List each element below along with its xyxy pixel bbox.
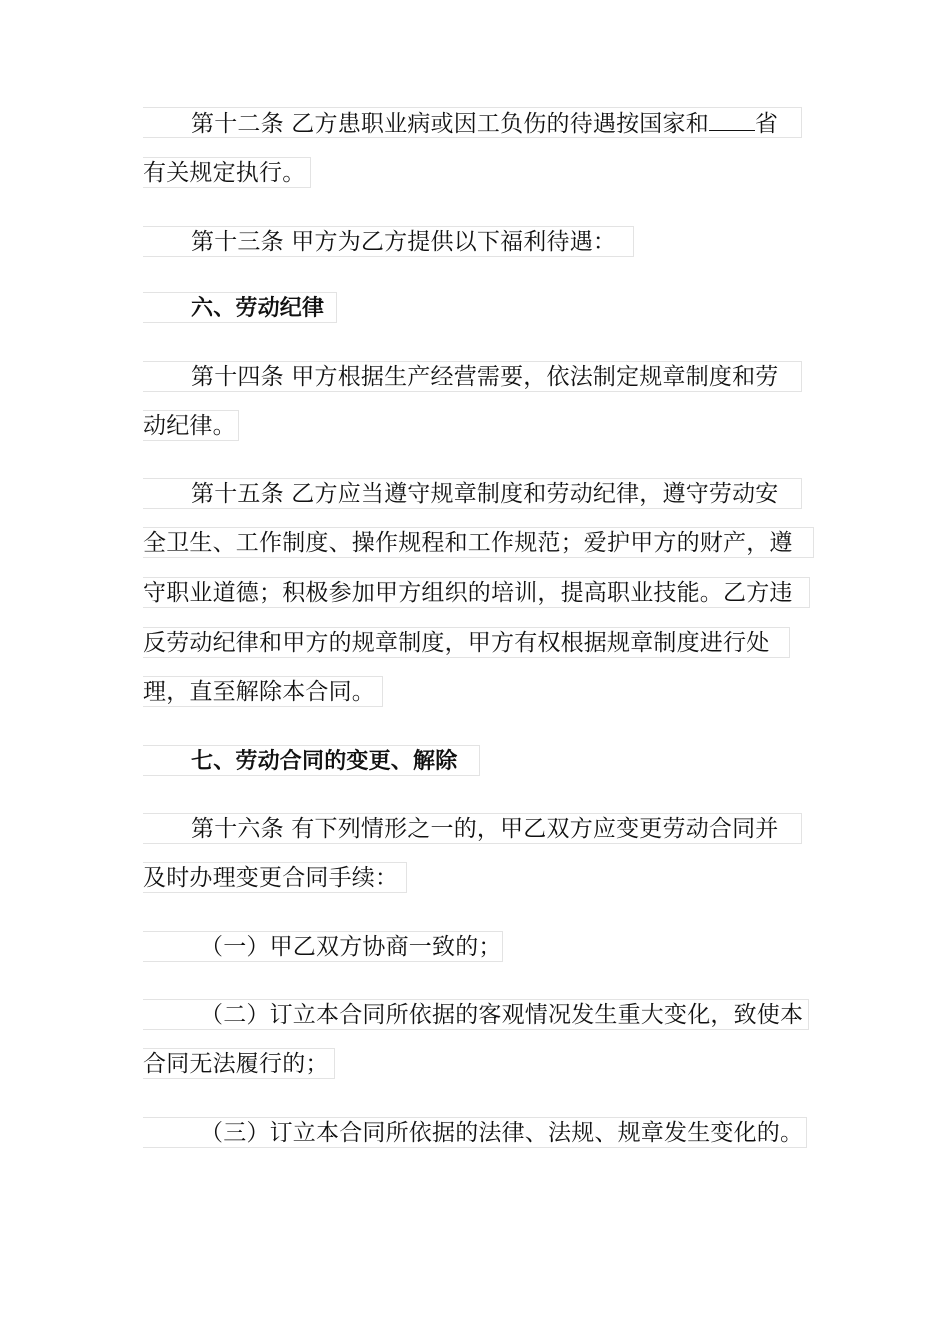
article-16-item-2-line-1: （二）订立本合同所依据的客观情况发生重大变化，致使本 (143, 999, 809, 1030)
article-15-line-1: 第十五条 乙方应当遵守规章制度和劳动纪律，遵守劳动安 (143, 478, 802, 509)
section-6-heading: 六、劳动纪律 (143, 292, 337, 323)
article-14-line-2: 动纪律。 (143, 410, 239, 441)
article-12-line-1 (143, 107, 802, 138)
article-12-line-2: 有关规定执行。 (143, 157, 311, 188)
article-16-item-2-line-2: 合同无法履行的； (143, 1048, 335, 1079)
article-12-text-end: 省 (754, 111, 779, 137)
article-15-line-2: 全卫生、工作制度、操作规程和工作规范；爱护甲方的财产，遵 (143, 527, 814, 558)
article-15-line-4: 反劳动纪律和甲方的规章制度，甲方有权根据规章制度进行处 (143, 627, 790, 658)
article-16-item-1: （一）甲乙双方协商一致的； (143, 931, 503, 962)
fill-in-blank (709, 108, 755, 131)
article-16-item-3: （三）订立本合同所依据的法律、法规、规章发生变化的。 (143, 1117, 807, 1148)
article-16-line-2: 及时办理变更合同手续： (143, 862, 407, 893)
article-12-text: 第十二条 乙方患职业病或因工负伤的待遇按国家和 (191, 111, 709, 137)
article-14-line-1: 第十四条 甲方根据生产经营需要，依法制定规章制度和劳 (143, 361, 802, 392)
article-15-line-5: 理，直至解除本合同。 (143, 676, 383, 707)
article-15-line-3: 守职业道德；积极参加甲方组织的培训，提高职业技能。乙方违 (143, 577, 810, 608)
article-16-line-1: 第十六条 有下列情形之一的，甲乙双方应变更劳动合同并 (143, 813, 802, 844)
article-13-line-1: 第十三条 甲方为乙方提供以下福利待遇： (143, 226, 634, 257)
section-7-heading: 七、劳动合同的变更、解除 (143, 745, 480, 776)
